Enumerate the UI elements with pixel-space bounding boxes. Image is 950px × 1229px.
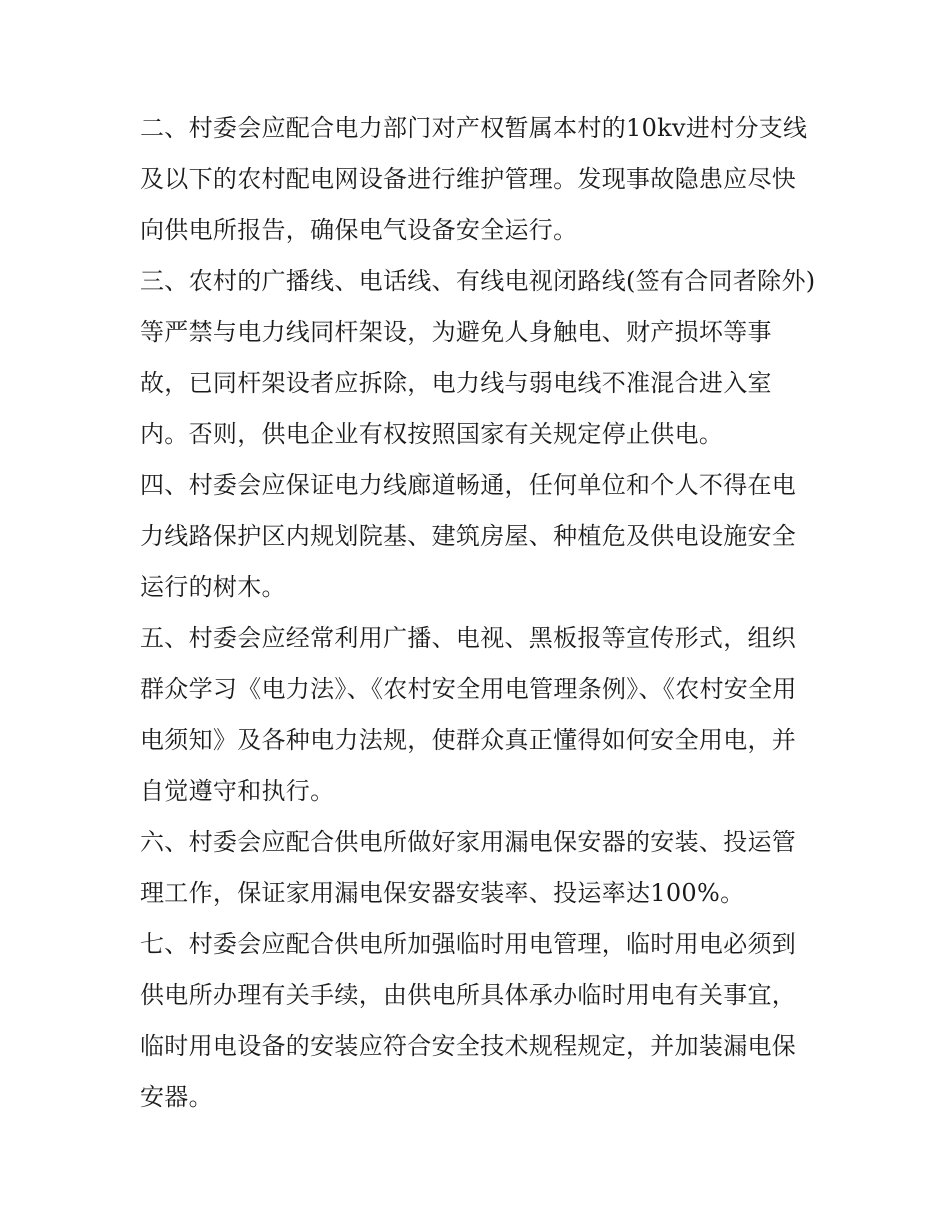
- document-body: [140, 103, 820, 1123]
- paragraph-item-2: 二、村委会应配合电力部门对产权暂属本村的10kv进村分支线及以下的农村配电网设备进行维护管理。发现事故隐患应尽快向供电所报告，确保电气设备安全运行。: [140, 114, 808, 244]
- paragraph-item-3: 三、农村的广播线、电话线、有线电视闭路线(签有合同者除外)等严禁与电力线同杆架设，为避免人身触电、财产损坏等事故，已同杆架设者应拆除，电力线与弱电线不准混合进入室内。否则，供电企业有权按照国家有关规定停止供电。: [140, 267, 816, 448]
- paragraph-item-6: 六、村委会应配合供电所做好家用漏电保安器的安装、投运管理工作，保证家用漏电保安器安装率、投运率达100%。: [140, 828, 797, 907]
- paragraph-item-5: 五、村委会应经常利用广播、电视、黑板报等宣传形式，组织群众学习《电力法》、《农村安全用电管理条例》、《农村安全用电须知》及各种电力法规，使群众真正懂得如何安全用电，并自觉遵守和执行。: [140, 624, 797, 805]
- paragraph-item-4: 四、村委会应保证电力线廊道畅通，任何单位和个人不得在电力线路保护区内规划院基、建筑房屋、种植危及供电设施安全运行的树木。: [140, 471, 797, 601]
- paragraph-item-7: 七、村委会应配合供电所加强临时用电管理，临时用电必须到供电所办理有关手续，由供电所具体承办临时用电有关事宜，临时用电设备的安装应符合安全技术规程规定，并加装漏电保安器。: [140, 930, 797, 1111]
